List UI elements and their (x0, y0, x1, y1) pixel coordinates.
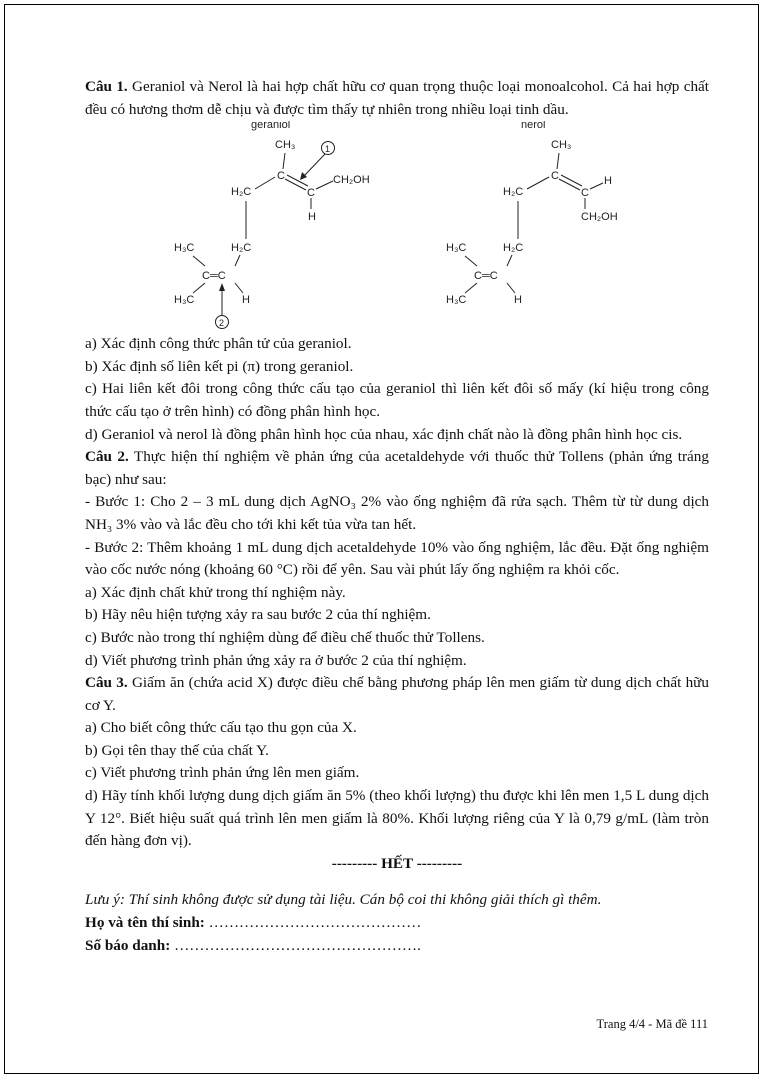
bond (255, 177, 275, 189)
nerol-h2c-lower: H₂C (503, 242, 524, 255)
candidate-name-line (85, 912, 709, 935)
bond (590, 183, 603, 189)
geraniol-h3c-top: H₃C (174, 242, 195, 255)
geraniol-c-eq-c: C═C (202, 270, 226, 283)
nerol-ch2oh: CH₂OH (581, 211, 618, 224)
geraniol-h2c-lower: H₂C (231, 242, 252, 255)
q3-label: Câu 3. (85, 674, 128, 692)
nerol-name: nerol (521, 121, 546, 132)
q3-d: d) Hãy tính khối lượng dung dịch giấm ăn 5% (theo khối lượng) thu được khi lên men 1,5 L dung dịch Y 12°. Biết hiệu suất quá trình lên men giấm là 80%. Khối lượng riêng của Y là 0,79 g/mL (làm tròn đến hàng đơn vị). (85, 787, 709, 850)
structure-figure (85, 121, 709, 333)
bond (193, 283, 205, 293)
q2-step1: - Bước 1: Cho 2 – 3 mL dung dịch AgNO₃ 2% vào ống nghiệm đã rửa sạch. Thêm từ từ dung dịch NH₃ 3% vào và lắc đều cho tới khi kết tủa vừa tan hết. (85, 493, 709, 533)
q2-intro-text: Thực hiện thí nghiệm về phản ứng của acetaldehyde với thuốc thử Tollens (phản ứng tráng bạc) như sau: (85, 448, 709, 488)
exam-note: Lưu ý: Thí sinh không được sử dụng tài liệu. Cán bộ coi thi không giải thích gì thêm. (85, 891, 602, 909)
q2-step2: - Bước 2: Thêm khoảng 1 mL dung dịch acetaldehyde 10% vào ống nghiệm, lắc đều. Đặt ống nghiệm vào cốc nước nóng (khoảng 60 °C) rồi để yên. Sau vài phút lấy ống nghiệm ra khỏi cốc. (85, 538, 709, 579)
nerol-h-right: H (604, 175, 612, 188)
q1-c: c) Hai liên kết đôi trong công thức cấu tạo của geraniol thì liên kết đôi số mấy (kí hiệu trong công thức cấu tạo ở trên hình) có đồng phân hình học. (85, 380, 709, 420)
geraniol-c2: C (307, 187, 315, 200)
q1-label: Câu 1. (85, 78, 128, 95)
q2-c: c) Bước nào trong thí nghiệm dùng để điều chế thuốc thử Tollens. (85, 628, 485, 646)
q1-intro (85, 76, 709, 121)
geraniol-h-right: H (308, 211, 316, 224)
geraniol-h-left: H (242, 294, 250, 307)
bond (527, 177, 549, 189)
q2-intro (85, 446, 709, 491)
candidate-name-dots: …………………………………… (204, 914, 422, 932)
arrow-2-head (219, 283, 225, 291)
bond (507, 283, 515, 293)
exam-content (85, 76, 709, 957)
q3-intro (85, 672, 709, 717)
geraniol-c1: C (277, 170, 285, 183)
bond (465, 283, 477, 293)
marker-2-label: 2 (219, 318, 225, 329)
bond (465, 256, 477, 266)
candidate-id-line (85, 935, 709, 958)
nerol-c1: C (551, 170, 559, 183)
nerol-h3c-bottom: H₃C (446, 294, 467, 307)
bond (557, 153, 559, 169)
q1-b: b) Xác định số liên kết pi (π) trong geraniol. (85, 357, 354, 375)
bond (235, 283, 243, 293)
geraniol-h2c-upper: H₂C (231, 186, 252, 199)
structures-svg (85, 121, 709, 333)
q3-c: c) Viết phương trình phản ứng lên men giấm. (85, 764, 360, 782)
nerol-h2c-upper: H₂C (503, 186, 524, 199)
q2-label: Câu 2. (85, 448, 129, 466)
q2-b: b) Hãy nêu hiện tượng xảy ra sau bước 2 của thí nghiệm. (85, 606, 431, 624)
candidate-name-label: Họ và tên thí sinh: (85, 914, 205, 932)
geraniol-ch3-top: CH₃ (275, 139, 296, 152)
bond (283, 153, 285, 169)
nerol-c2: C (581, 187, 589, 200)
page-footer: Trang 4/4 - Mã đề 111 (596, 1017, 708, 1031)
bond (193, 256, 205, 266)
nerol-h3c-top: H₃C (446, 242, 467, 255)
bond (235, 255, 240, 266)
candidate-id-dots: …………………………………………. (170, 936, 421, 954)
q1-intro-text: Geraniol và Nerol là hai hợp chất hữu cơ quan trọng thuộc loại monoalcohol. Cả hai hợp chất đều có hương thơm dễ chịu và được tìm thấy tự nhiên trong nhiều loại tinh dầu. (85, 78, 709, 118)
q1-d: d) Geraniol và nerol là đồng phân hình học của nhau, xác định chất nào là đồng phân hình học cis. (85, 425, 683, 443)
arrow-1 (303, 154, 325, 177)
end-mark: --------- HẾT --------- (331, 854, 463, 872)
bond (285, 179, 306, 190)
q3-a: a) Cho biết công thức cấu tạo thu gọn của X. (85, 719, 357, 737)
q2-a: a) Xác định chất khử trong thí nghiệm này. (85, 583, 346, 601)
q3-intro-text: Giấm ăn (chứa acid X) được điều chế bằng phương pháp lên men giấm từ dung dịch chất hữu cơ Y. (85, 674, 709, 714)
bond (507, 255, 512, 266)
marker-1-label: 1 (325, 144, 331, 155)
candidate-id-label: Số báo danh: (85, 936, 171, 954)
geraniol-name: geraniol (251, 121, 291, 132)
q1-a: a) Xác định công thức phân tử của geraniol. (85, 335, 352, 353)
bond (559, 179, 580, 190)
q2-d: d) Viết phương trình phản ứng xảy ra ở bước 2 của thí nghiệm. (85, 651, 467, 669)
nerol-ch3-top: CH₃ (551, 139, 572, 152)
geraniol-ch2oh: CH₂OH (333, 174, 370, 187)
geraniol-h3c-bottom: H₃C (174, 294, 195, 307)
nerol-c-eq-c: C═C (474, 270, 498, 283)
nerol-h-left: H (514, 294, 522, 307)
q3-b: b) Gọi tên thay thế của chất Y. (85, 741, 269, 759)
bond (561, 175, 582, 186)
bond (316, 181, 333, 189)
